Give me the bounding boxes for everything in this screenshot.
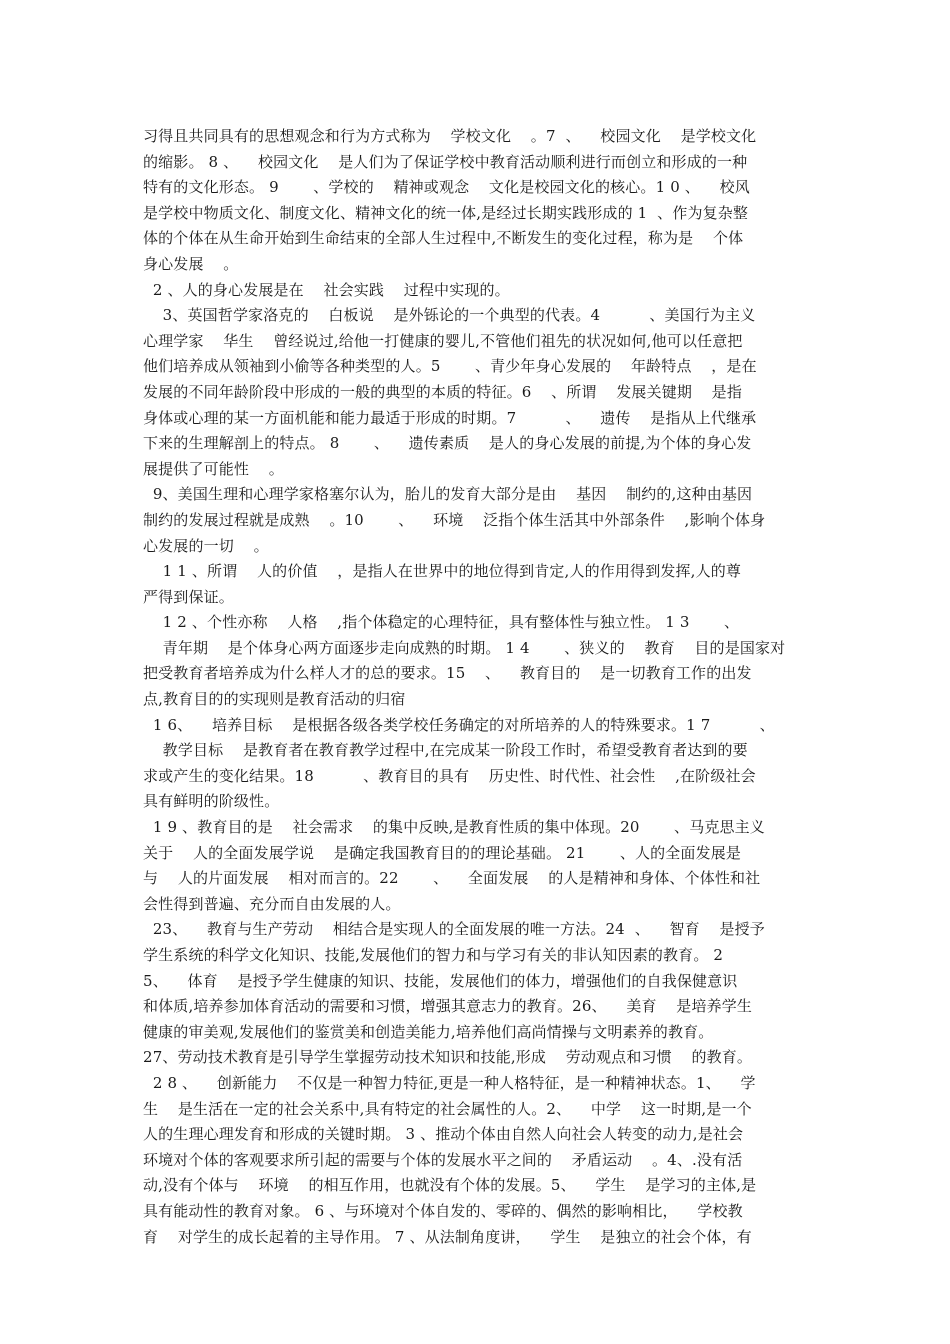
text-line: 健康的审美观,发展他们的鉴赏美和创造美能力,培养他们高尚情操与文明素养的教育。: [143, 1022, 714, 1041]
text-line: 2 8 、 创新能力 不仅是一种智力特征,更是一种人格特征，是一种精神状态。1、 学: [143, 1073, 756, 1092]
text-line: 青年期 是个体身心两方面逐步走向成熟的时期。 1 4 、狭义的 教育 目的是国家对: [143, 638, 786, 657]
text-line: 身体或心理的某一方面机能和能力最适于形成的时期。7 、 遗传 是指从上代继承: [143, 408, 757, 427]
text-line: 特有的文化形态。 9 、学校的 精神或观念 文化是校园文化的核心。1 0 、 校风: [143, 178, 750, 197]
text-line: 制约的发展过程就是成熟 。10 、 环境 泛指个体生活其中外部条件 ,影响个体身: [143, 510, 766, 529]
text-line: 他们培养成从领袖到小偷等各种类型的人。5 、青少年身心发展的 年龄特点 ，是在: [143, 357, 757, 376]
text-line: 5、 体育 是授予学生健康的知识、技能，发展他们的体力，增强他们的自我保健意识: [143, 971, 738, 990]
text-line: 27、劳动技术教育是引导学生掌握劳动技术知识和技能,形成 劳动观点和习惯 的教育。: [143, 1048, 753, 1067]
text-line: 2 、人的身心发展是在 社会实践 过程中实现的。: [143, 280, 510, 299]
body-text: [143, 124, 823, 1250]
text-line: 求或产生的变化结果。18 、教育目的具有 历史性、时代性、社会性 ,在阶级社会: [143, 766, 756, 785]
text-line: 1 1 、所谓 人的价值 ，是指人在世界中的地位得到肯定,人的作用得到发挥,人的尊: [143, 562, 742, 581]
text-line: 9、美国生理和心理学家格塞尔认为，胎儿的发育大部分是由 基因 制约的,这种由基因: [143, 485, 753, 504]
text-line: 生 是生活在一定的社会关系中,具有特定的社会属性的人。2、 中学 这一时期,是一个: [143, 1099, 752, 1118]
text-line: 1 2 、个性亦称 人格 ,指个体稳定的心理特征，具有整体性与独立性。 1 3 、: [143, 613, 740, 632]
text-line: 心理学家 华生 曾经说过,给他一打健康的婴儿,不管他们祖先的状况如何,他可以任意把: [143, 331, 743, 350]
text-line: 教学目标 是教育者在教育教学过程中,在完成某一阶段工作时，希望受教育者达到的要: [143, 741, 748, 760]
text-line: 下来的生理解剖上的特点。 8 、 遗传素质 是人的身心发展的前提,为个体的身心发: [143, 434, 752, 453]
text-line: 点,教育目的的实现则是教育活动的归宿: [143, 690, 406, 709]
text-line: 的缩影。 8 、 校园文化 是人们为了保证学校中教育活动顺利进行而创立和形成的一种: [143, 152, 748, 171]
text-line: 1 6、 培养目标 是根据各级各类学校任务确定的对所培养的人的特殊要求。1 7 、: [143, 715, 775, 734]
text-line: 关于 人的全面发展学说 是确定我国教育目的的理论基础。 21 、人的全面发展是: [143, 843, 742, 862]
text-line: 严得到保证。: [143, 587, 234, 606]
text-line: 心发展的一切 。: [143, 536, 269, 555]
text-line: 身心发展 。: [143, 254, 239, 273]
text-line: 1 9 、教育目的是 社会需求 的集中反映,是教育性质的集中体现。20 、马克思主义: [143, 818, 765, 837]
text-line: 具有能动性的教育对象。 6 、与环境对个体自发的、零碎的、偶然的影响相比， 学校教: [143, 1201, 743, 1220]
text-line: 和体质,培养参加体育活动的需要和习惯，增强其意志力的教育。26、 美育 是培养学生: [143, 997, 753, 1016]
text-line: 环境对个体的客观要求所引起的需要与个体的发展水平之间的 矛盾运动 。4、.没有活: [143, 1150, 743, 1169]
text-line: 具有鲜明的阶级性。: [143, 792, 280, 811]
text-line: 人的生理心理发育和形成的关键时期。 3 、推动个体由自然人向社会人转变的动力,是社会: [143, 1125, 744, 1144]
text-line: 展提供了可能性 。: [143, 459, 284, 478]
text-line: 习得且共同具有的思想观念和行为方式称为 学校文化 。7 、 校园文化 是学校文化: [143, 127, 757, 145]
text-line: 学生系统的科学文化知识、技能,发展他们的智力和与学习有关的非认知因素的教育。 2: [143, 946, 724, 964]
text-line: 育 对学生的成长起着的主导作用。 7 、从法制角度讲， 学生 是独立的社会个体，有: [143, 1227, 752, 1246]
text-line: 与 人的片面发展 相对而言的。22 、 全面发展 的人是精神和身体、个体性和社: [143, 869, 761, 888]
text-line: 会性得到普遍、充分而自由发展的人。: [143, 894, 401, 913]
text-line: 3、英国哲学家洛克的 白板说 是外铄论的一个典型的代表。4 、美国行为主义: [143, 306, 756, 325]
text-line: 把受教育者培养成为什么样人才的总的要求。15 、 教育目的 是一切教育工作的出发: [143, 664, 752, 683]
text-line: 23、 教育与生产劳动 相结合是实现人的全面发展的唯一方法。24 、 智育 是授予: [143, 920, 765, 939]
text-line: 动,没有个体与 环境 的相互作用，也就没有个体的发展。5、 学生 是学习的主体,是: [143, 1176, 757, 1195]
text-line: 体的个体在从生命开始到生命结束的全部人生过程中,不断发生的变化过程，称为是 个体: [143, 229, 744, 248]
text-line: 发展的不同年龄阶段中形成的一般的典型的本质的特征。6 、所谓 发展关键期 是指: [143, 382, 742, 401]
text-line: 是学校中物质文化、制度文化、精神文化的统一体,是经过长期实践形成的 1 、作为复杂整: [143, 203, 749, 222]
